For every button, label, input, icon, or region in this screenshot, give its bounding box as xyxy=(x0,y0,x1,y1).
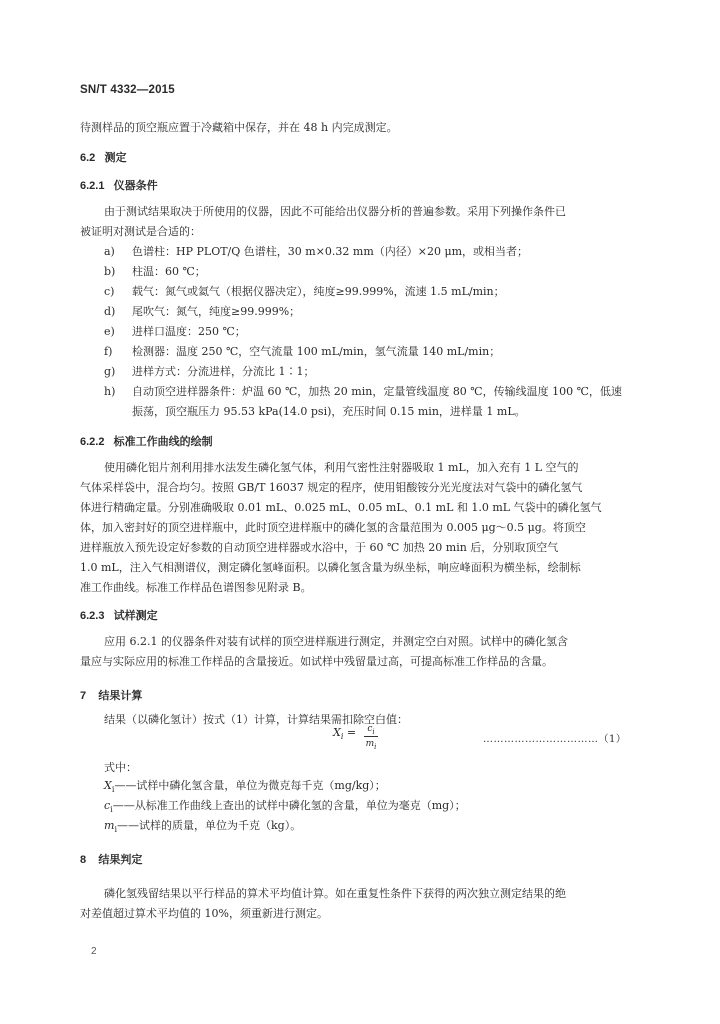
fraction-denominator xyxy=(364,739,378,751)
numerator-subscript: i xyxy=(372,727,375,736)
doc-header-id: SN/T 4332—2015 xyxy=(80,84,175,96)
paragraph-line: 结果（以磷化氢计）按式（1）计算，计算结果需扣除空白值： xyxy=(104,713,408,726)
paragraph-line: 被证明对测试是合适的： xyxy=(80,225,201,238)
formula-equals: = xyxy=(346,726,357,739)
section-number: 6.2.1 xyxy=(80,180,105,192)
list-text: 检测器：温度 250 ℃，空气流量 100 mL/min，氢气流量 140 mL/min； xyxy=(132,345,501,358)
list-marker: b) xyxy=(104,265,116,278)
formula-lhs xyxy=(333,726,356,741)
list-text: 柱温：60 ℃； xyxy=(132,265,206,278)
intro-line: 待测样品的顶空瓶应置于冷藏箱中保存，并在 48 h 内完成测定。 xyxy=(80,121,398,134)
denominator-subscript: i xyxy=(374,742,377,751)
section-title: 仪器条件 xyxy=(113,180,158,192)
paragraph-line: 对差值超过算术平均值的 10%，须重新进行测定。 xyxy=(80,907,328,920)
section-6-2-heading xyxy=(80,150,126,166)
section-7-heading xyxy=(80,688,142,704)
formula-subscript: i xyxy=(340,732,344,742)
section-6-2-3-heading xyxy=(80,608,158,624)
def-text: ——从标准工作曲线上查出的试样中磷化氢的含量，单位为毫克（mg）； xyxy=(112,799,466,812)
paragraph-line: 磷化氢残留结果以平行样品的算术平均值计算。如在重复性条件下获得的两次独立测定结果的绝 xyxy=(104,887,566,900)
def-subscript: i xyxy=(114,825,117,835)
section-6-2-2-heading xyxy=(80,434,213,450)
section-8-heading xyxy=(80,852,142,868)
list-marker: e) xyxy=(104,325,115,338)
list-marker: c) xyxy=(104,285,115,298)
list-marker: g) xyxy=(104,365,116,378)
where-label: 式中： xyxy=(104,761,137,774)
section-title: 结果计算 xyxy=(98,690,143,702)
list-text: 载气：氮气或氦气（根据仪器决定），纯度≥99.999%，流速 1.5 mL/min； xyxy=(132,285,505,298)
definition-line xyxy=(104,816,301,840)
list-marker: a) xyxy=(104,245,115,258)
paragraph-line: 气体采样袋中，混合均匀。按照 GB/T 16037 规定的程序，使用钼酸铵分光光度法对气袋中的磷化氢气 xyxy=(80,481,583,494)
list-text: 进样方式：分流进样，分流比 1∶1； xyxy=(132,365,315,378)
def-subscript: i xyxy=(111,785,115,795)
list-text: 尾吹气：氮气，纯度≥99.999%； xyxy=(132,305,301,318)
def-symbol: m xyxy=(104,819,115,832)
def-symbol: X xyxy=(104,779,112,792)
list-continuation: 振荡，顶空瓶压力 95.53 kPa(14.0 psi)，充压时间 0.15 min，进样量 1 mL。 xyxy=(132,405,526,418)
section-title: 试样测定 xyxy=(113,610,158,622)
list-text: 色谱柱：HP PLOT/Q 色谱柱，30 m×0.32 mm（内径）×20 μm，或相当者； xyxy=(132,245,529,258)
list-marker: d) xyxy=(104,305,116,318)
list-text: 自动顶空进样器条件：炉温 60 ℃，加热 20 min，定量管线温度 80 ℃，传输线温度 100 ℃，低速 xyxy=(132,385,622,398)
section-number: 6.2 xyxy=(80,152,96,164)
paragraph-line: 由于测试结果取决于所使用的仪器，因此不可能给出仪器分析的普遍参数。采用下列操作条件已 xyxy=(104,205,566,218)
section-title: 结果判定 xyxy=(98,854,143,866)
paragraph-line: 量应与实际应用的标准工作样品的含量接近。如试样中残留量过高，可提高标准工作样品的含量。 xyxy=(80,655,553,668)
section-title: 测定 xyxy=(104,152,127,164)
section-number: 8 xyxy=(80,854,87,866)
def-symbol: c xyxy=(104,799,111,812)
def-subscript: i xyxy=(110,805,113,815)
paragraph-line: 1.0 mL，注入气相测谱仪，测定磷化氢峰面积。以磷化氢含量为纵坐标，响应峰面积为横坐标，绘制标 xyxy=(80,561,581,574)
list-marker: f) xyxy=(104,345,113,358)
paragraph-line: 应用 6.2.1 的仪器条件对装有试样的顶空进样瓶进行测定，并测定空白对照。试样中的磷化氢含 xyxy=(104,635,568,648)
def-text: ——试样中磷化氢含量，单位为微克每千克（mg/kg）； xyxy=(114,779,386,792)
fraction-numerator xyxy=(364,724,378,736)
paragraph-line: 准工作曲线。标准工作样品色谱图参见附录 B。 xyxy=(80,581,312,594)
def-text: ——试样的质量，单位为千克（kg）。 xyxy=(117,819,302,832)
list-text: 进样口温度：250 ℃； xyxy=(132,325,246,338)
paragraph-line: 体进行精确定量。分别准确吸取 0.01 mL、0.025 mL、0.05 mL、0.1 mL 和 1.0 mL 气袋中的磷化氢气 xyxy=(80,501,602,514)
numerator-symbol: c xyxy=(367,724,373,734)
paragraph-line: 使用磷化铝片剂利用排水法发生磷化氢气体，利用气密性注射器吸取 1 mL，加入充有 1 L 空气的 xyxy=(104,461,579,474)
list-marker: h) xyxy=(104,385,116,398)
section-title: 标准工作曲线的绘制 xyxy=(113,436,213,448)
fraction-bar xyxy=(364,736,378,737)
equation-number: ……………………………（1） xyxy=(483,734,627,745)
section-number: 6.2.3 xyxy=(80,610,105,622)
paragraph-line: 进样瓶放入预先设定好参数的自动顶空进样器或水浴中，于 60 ℃ 加热 20 min 后，分别取顶空气 xyxy=(80,541,559,554)
denominator-symbol: m xyxy=(365,739,375,749)
section-number: 6.2.2 xyxy=(80,436,105,448)
page-number: 2 xyxy=(91,946,97,957)
paragraph-line: 体，加入密封好的顶空进样瓶中，此时顶空进样瓶中的磷化氢的含量范围为 0.005 μg～0.5 μg。将顶空 xyxy=(80,521,586,534)
section-6-2-1-heading xyxy=(80,178,158,194)
formula-symbol: X xyxy=(333,726,341,739)
section-number: 7 xyxy=(80,690,87,702)
